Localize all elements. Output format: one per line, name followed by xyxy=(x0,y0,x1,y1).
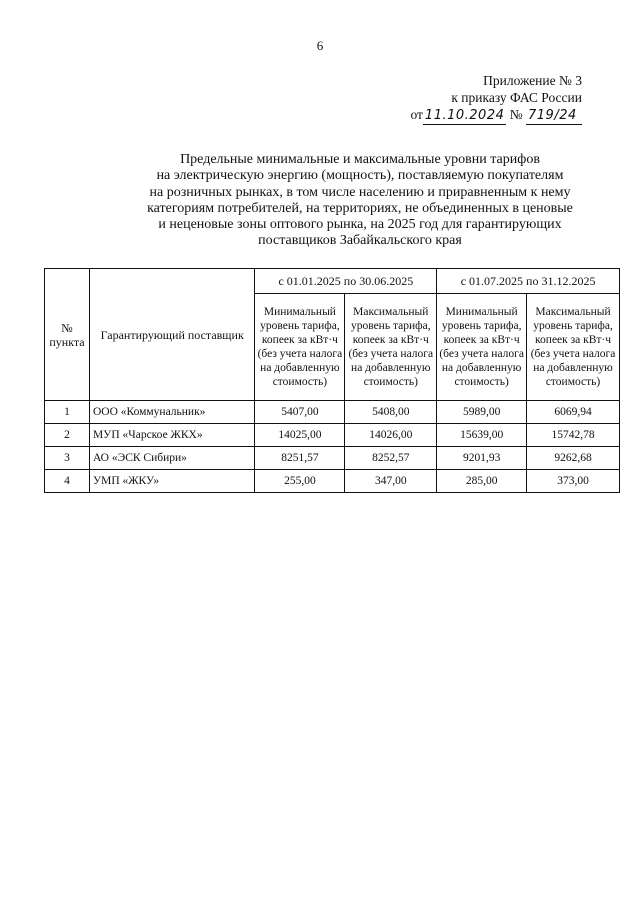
from-prefix: от xyxy=(410,107,423,122)
cell-max2: 9262,68 xyxy=(527,447,620,470)
header-max-tariff-p2: Максимальный уровень тарифа, копеек за кВт·ч (без учета налога на добавленную стоимость) xyxy=(527,294,620,401)
table-row xyxy=(45,470,620,493)
header-item-number: № пункта xyxy=(45,269,90,401)
page-number: 6 xyxy=(316,38,324,53)
cell-supplier: МУП «Чарское ЖКХ» xyxy=(89,424,255,447)
cell-supplier: ООО «Коммунальник» xyxy=(89,401,255,424)
header-period-2: с 01.07.2025 по 31.12.2025 xyxy=(437,269,620,294)
cell-supplier: АО «ЭСК Сибири» xyxy=(89,447,255,470)
order-number-handwritten: 719/24 xyxy=(526,107,582,125)
appendix-date-line xyxy=(322,106,582,125)
table-row xyxy=(45,424,620,447)
cell-num: 4 xyxy=(45,470,90,493)
cell-min2: 5989,00 xyxy=(437,401,527,424)
order-date-handwritten: 11.10.2024 xyxy=(424,108,505,123)
appendix-title: Приложение № 3 xyxy=(483,73,582,88)
header-min-tariff-p1: Минимальный уровень тарифа, копеек за кВт·ч (без учета налога на добавленную стоимость) xyxy=(255,294,345,401)
cell-max1: 347,00 xyxy=(345,470,437,493)
cell-min1: 255,00 xyxy=(255,470,345,493)
appendix-header xyxy=(322,72,582,125)
header-max-tariff-p1: Максимальный уровень тарифа, копеек за кВт·ч (без учета налога на добавленную стоимость) xyxy=(345,294,437,401)
cell-max2: 15742,78 xyxy=(527,424,620,447)
title-line: на розничных рынках, в том числе населению и приравненным к нему xyxy=(149,184,571,200)
cell-max1: 5408,00 xyxy=(345,401,437,424)
cell-max1: 14026,00 xyxy=(345,424,437,447)
table-row xyxy=(45,401,620,424)
cell-num: 1 xyxy=(45,401,90,424)
cell-max2: 373,00 xyxy=(527,470,620,493)
title-line: Предельные минимальные и максимальные уровни тарифов xyxy=(180,152,540,167)
cell-num: 2 xyxy=(45,424,90,447)
cell-min2: 285,00 xyxy=(437,470,527,493)
tariff-table xyxy=(44,268,620,493)
header-min-tariff-p2: Минимальный уровень тарифа, копеек за кВт·ч (без учета налога на добавленную стоимость) xyxy=(437,294,527,401)
cell-min1: 8251,57 xyxy=(255,447,345,470)
cell-min1: 5407,00 xyxy=(255,401,345,424)
header-period-1: с 01.01.2025 по 30.06.2025 xyxy=(255,269,437,294)
title-line: на электрическую энергию (мощность), поставляемую покупателям xyxy=(156,168,564,184)
cell-max1: 8252,57 xyxy=(345,447,437,470)
document-title xyxy=(100,152,620,250)
appendix-order-ref: к приказу ФАС России xyxy=(451,90,582,105)
cell-min2: 15639,00 xyxy=(437,424,527,447)
cell-min2: 9201,93 xyxy=(437,447,527,470)
number-prefix: № xyxy=(509,107,523,122)
table-row xyxy=(45,447,620,470)
cell-min1: 14025,00 xyxy=(255,424,345,447)
cell-max2: 6069,94 xyxy=(527,401,620,424)
cell-num: 3 xyxy=(45,447,90,470)
header-supplier: Гарантирующий поставщик xyxy=(89,269,255,401)
title-line: и неценовые зоны оптового рынка, на 2025 год для гарантирующих xyxy=(158,217,562,233)
title-line: категориям потребителей, на территориях, не объединенных в ценовые xyxy=(147,200,573,216)
title-line: поставщиков Забайкальского края xyxy=(258,233,462,249)
cell-supplier: УМП «ЖКУ» xyxy=(89,470,255,493)
